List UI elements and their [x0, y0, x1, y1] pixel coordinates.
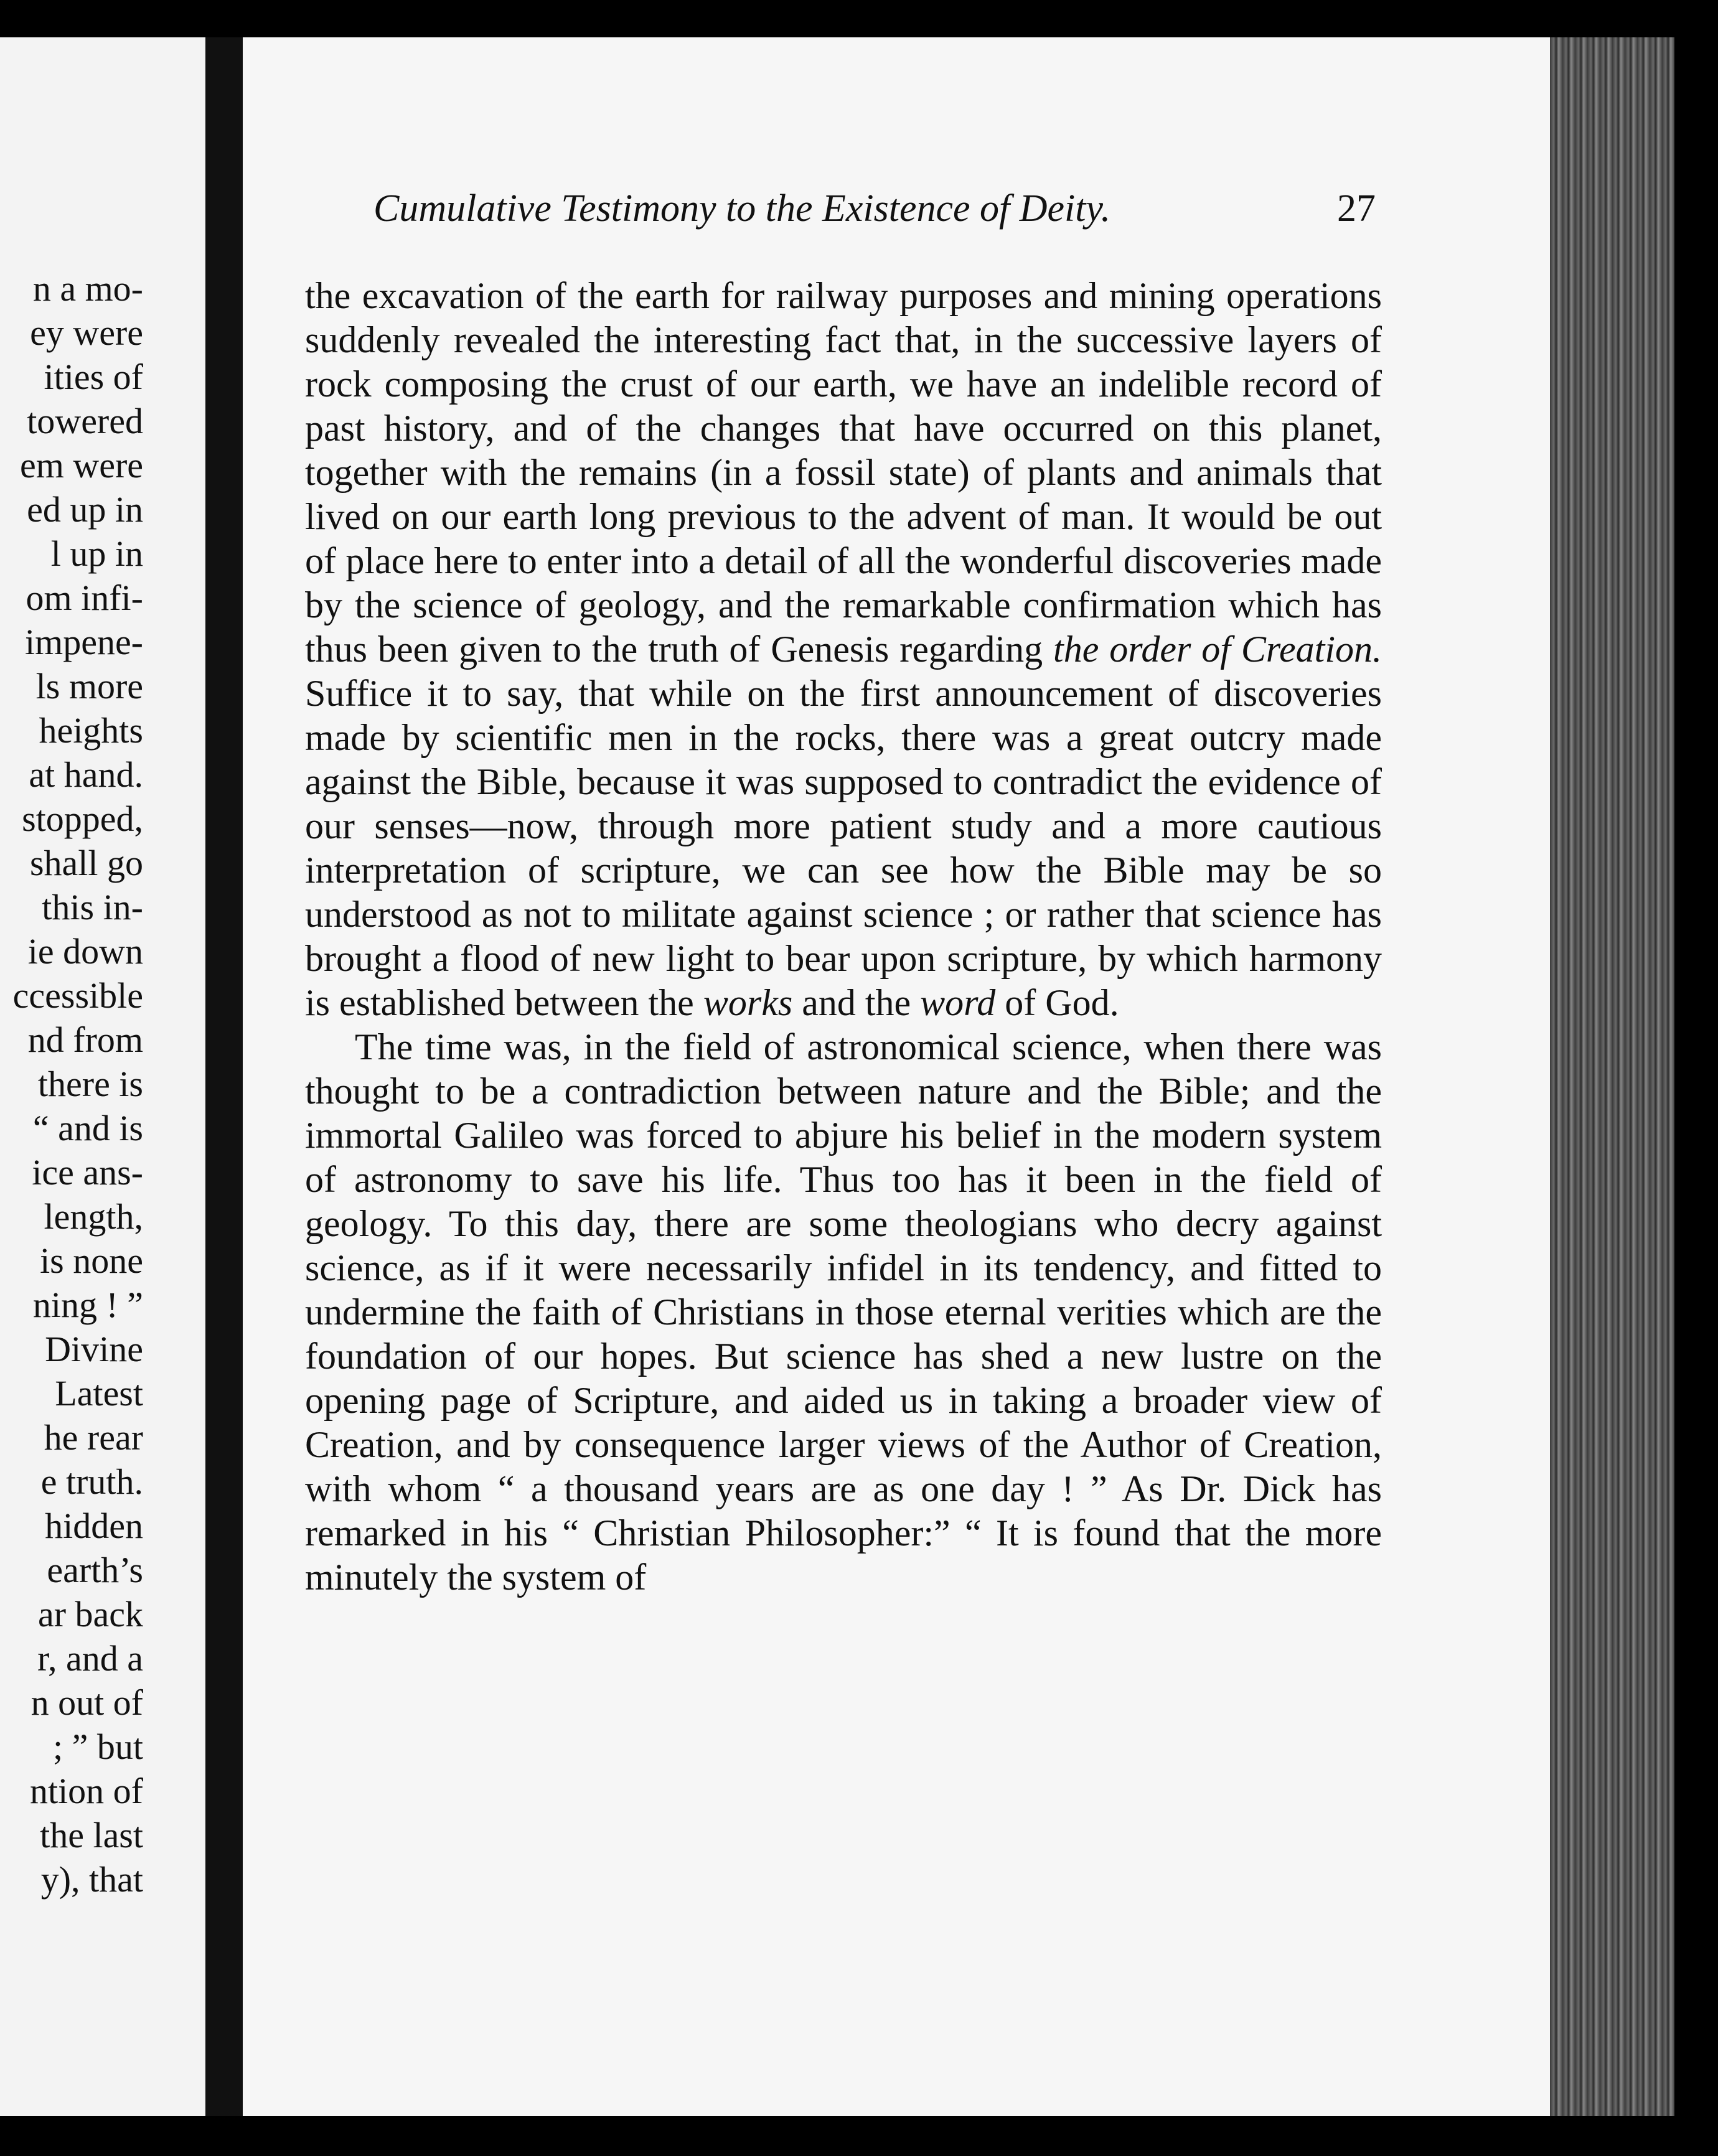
left-page-line: ls more	[35, 666, 143, 706]
left-page-line: is none	[40, 1240, 143, 1281]
left-page-line: the last	[40, 1815, 143, 1855]
left-page-line: n out of	[31, 1682, 143, 1723]
book-gutter	[205, 37, 243, 2116]
paragraph-1-part-1: the excavation of the earth for railway purposes and mining operations suddenly revealed the interesting fact that, in the successive layers of rock composing the crust of our earth, we have an indelible record of past history, and of the changes that have occurred on this planet, together with the remains (in a fossil state) of plants and animals that lived on our earth long previous to the advent of man. It would be out of place here to enter into a detail of all the wonderful discoveries made by the science of geology, and the remarkable confirmation which has thus been given to the truth of Genesis regarding	[305, 275, 1382, 670]
left-page-line: e truth.	[40, 1461, 143, 1502]
left-page-line: this in-	[42, 887, 143, 927]
paragraph-1-part-3: and the	[802, 982, 911, 1023]
left-page-line: Divine	[45, 1329, 143, 1369]
left-page-line: hidden	[45, 1506, 143, 1546]
body-text	[305, 274, 1382, 1600]
paragraph-1	[305, 274, 1382, 1025]
page-edges	[1550, 37, 1674, 2116]
left-page-line: shall go	[29, 843, 143, 883]
paragraph-2: The time was, in the field of astronomical science, when there was thought to be a contradiction between nature and the Bible; and the immortal Galileo was forced to abjure his belief in the modern system of astronomy to save his life. Thus too has it been in the field of geology. To this day, there are some theologians who decry against science, as if it were necessarily infidel in its tendency, and fitted to undermine the faith of Christians in those eternal verities which are the foundation of our hopes. But science has shed a new lustre on the opening page of Scripture, and aided us in taking a broader view of Creation, and by consequence larger views of the Author of Creation, with whom “ a thousand years are as one day ! ” As Dr. Dick has remarked in his “ Christian Philosopher:” “ It is found that the more minutely the system of	[305, 1026, 1382, 1598]
page-header	[373, 187, 1376, 237]
left-page-line: n a mo-	[32, 268, 143, 309]
left-page-line: ey were	[30, 312, 143, 353]
left-page-line: l up in	[50, 533, 143, 574]
left-page-line: r, and a	[37, 1638, 143, 1679]
left-page-line: towered	[27, 401, 143, 441]
left-page-line: ice ans-	[32, 1152, 143, 1193]
left-page-line: heights	[39, 710, 143, 751]
left-page-line: em were	[19, 445, 143, 485]
paragraph-1-italic-1: the order of Creation.	[1053, 629, 1382, 670]
left-page-line: “ and is	[32, 1108, 143, 1148]
left-page-line: ed up in	[27, 489, 143, 530]
left-page-line: ie down	[27, 931, 143, 972]
left-page-line: om infi-	[26, 578, 143, 618]
left-page	[0, 37, 205, 2116]
left-page-line: there is	[37, 1064, 143, 1104]
left-page-line: at hand.	[29, 754, 143, 795]
left-page-line: ; ” but	[53, 1727, 143, 1767]
left-page-line: ning ! ”	[32, 1285, 143, 1325]
running-title: Cumulative Testimony to the Existence of Deity.	[373, 187, 1111, 230]
left-page-line: stopped,	[22, 799, 143, 839]
left-page-line: length,	[44, 1196, 143, 1237]
left-page-line: ar back	[37, 1594, 143, 1634]
left-page-line: ccessible	[12, 975, 143, 1016]
paragraph-1-part-4: of God.	[1005, 982, 1119, 1023]
left-page-line: y), that	[40, 1859, 143, 1900]
left-page-line: impene-	[24, 622, 143, 662]
left-page-line: ntion of	[29, 1771, 143, 1811]
paragraph-1-italic-2: works	[703, 982, 793, 1023]
left-page-line: Latest	[55, 1373, 143, 1413]
paragraph-1-italic-3: word	[920, 982, 996, 1023]
page-number: 27	[1337, 187, 1376, 230]
paragraph-1-part-2: Suffice it to say, that while on the first announcement of discoveries made by scientific men in the rocks, there was a great outcry made against the Bible, because it was supposed to contradict the evidence of our senses—now, through more patient study and a more cautious interpretation of scripture, we can see how the Bible may be so understood as not to militate against science ; or rather that science has brought a flood of new light to bear upon scripture, by which harmony is established between the	[305, 673, 1382, 1023]
left-page-line: ities of	[44, 357, 143, 397]
left-page-line: he rear	[44, 1417, 143, 1458]
left-page-line: nd from	[27, 1019, 143, 1060]
left-page-line: earth’s	[47, 1550, 143, 1590]
